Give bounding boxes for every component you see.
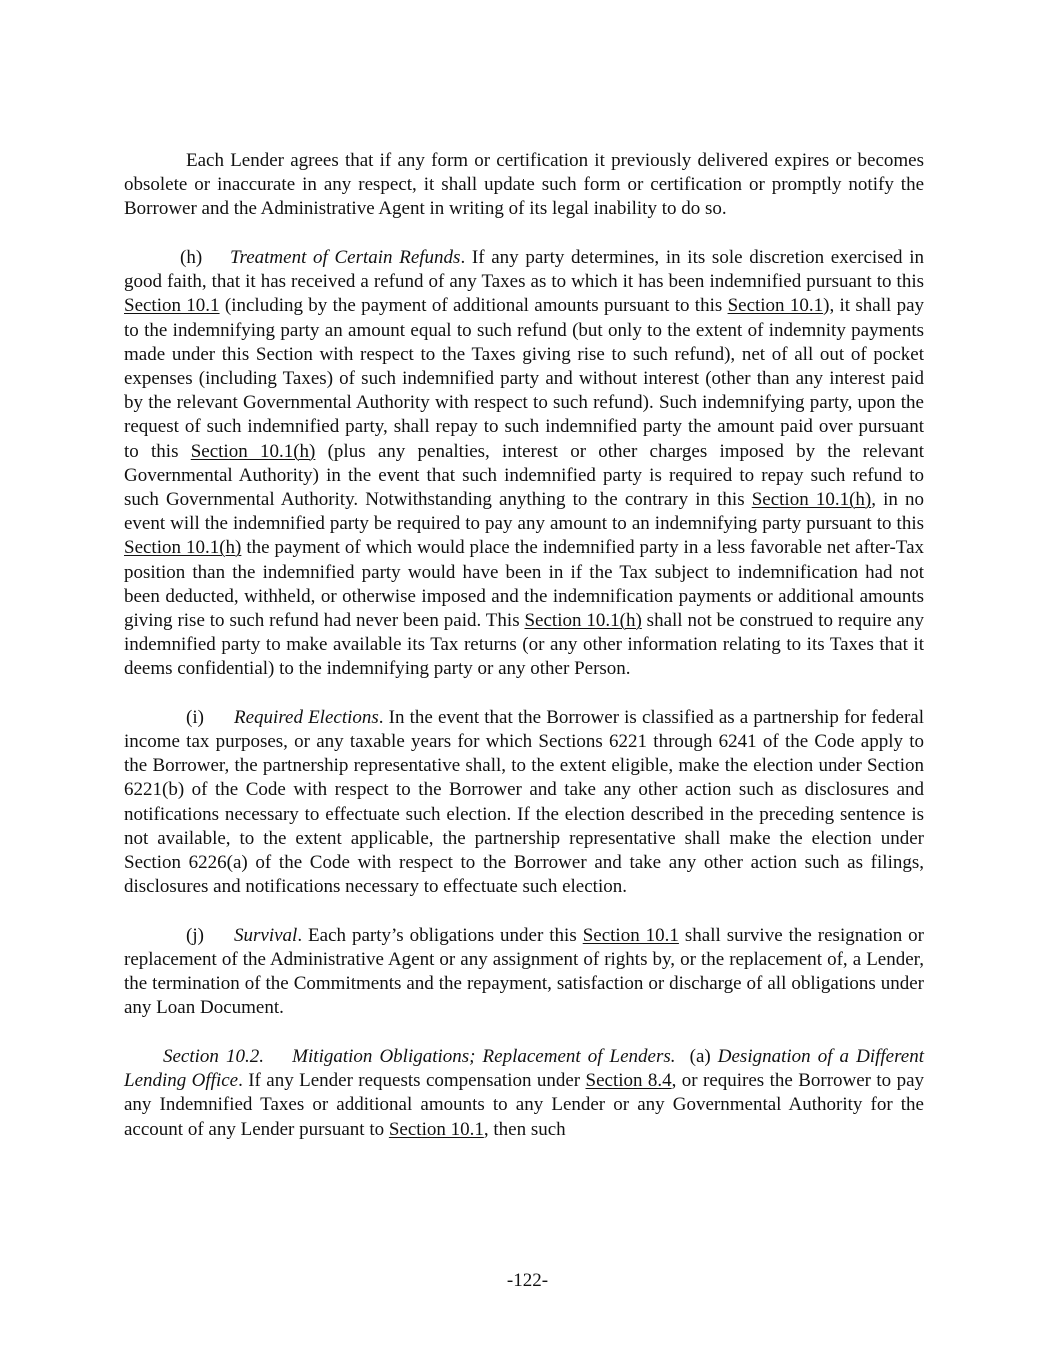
clause-text: , or requires the Borrower to pay any Indemnified Taxes or additional amounts to any Lender or any Governmental Authority for the account of any Lender pursuant to xyxy=(124,1070,924,1140)
section-reference: Section 10.1(h) xyxy=(524,609,642,631)
clause-text: . If any party determines, in its sole discretion exercised in good faith, that it has received a refund of any Taxes as to which it has been indemnified pursuant to this xyxy=(124,246,924,293)
section-reference: Section 10.1 xyxy=(727,295,824,317)
subclause-title: Designation of a Different Lending Office xyxy=(124,1045,924,1092)
paragraph-lender-agrees xyxy=(124,149,924,222)
clause-label: (j) xyxy=(186,924,204,946)
clause-title: Survival xyxy=(234,924,298,946)
paragraph-i-required-elections xyxy=(124,706,924,900)
section-reference: Section 10.1(h) xyxy=(124,537,242,559)
clause-label: (h) xyxy=(180,246,203,268)
section-reference: Section 10.1 xyxy=(582,924,679,946)
clause-title: Required Elections xyxy=(234,706,379,728)
clause-text: ), it shall pay to the indemnifying party an amount equal to such refund (but only to the extent of indemnity payments made under this Section with respect to the Taxes giving rise to such refund), net of all out of pocket expenses (including Taxes) of such indemnified party and without interest (other than any interest paid by the relevant Governmental Authority with respect to such refund). Such indemnifying party, upon the request of such indemnified party, shall repay to such indemnified party the amount paid over pursuant to this xyxy=(124,295,925,462)
section-reference: Section 10.1 xyxy=(388,1118,484,1140)
paragraph-h-treatment-of-refunds xyxy=(124,246,924,682)
clause-text: , then such xyxy=(483,1118,566,1140)
section-10-2-mitigation xyxy=(124,1045,924,1142)
clause-title: Treatment of Certain Refunds xyxy=(230,246,461,268)
section-reference: Section 8.4 xyxy=(585,1070,672,1092)
section-reference: Section 10.1 xyxy=(124,295,220,317)
clause-text: . In the event that the Borrower is classified as a partnership for federal income tax purposes, or any taxable years for which Sections 6221 through 6241 of the Code apply to the Borrower, the partnership representative shall, to the extent eligible, make the election under Section 6221(b) of the Code with respect to the Borrower and take any other action such as disclosures and notifications necessary to effectuate such election. If the election described in the preceding sentence is not available, to the extent applicable, the partnership representative shall make the election under Section 6226(a) of the Code with respect to the Borrower and take any other action such as filings, disclosures and notifications necessary to effectuate such election. xyxy=(124,706,924,898)
clause-text: . If any Lender requests compensation under xyxy=(238,1070,586,1092)
clause-text: , in no event will the indemnified party be required to pay any amount to an indemnifying party pursuant to this xyxy=(124,488,924,535)
clause-text: shall not be construed to require any indemnified party to make available its Tax returns (or any other information relating to its Taxes that it deems confidential) to the indemnifying party or any other Person. xyxy=(124,609,924,680)
clause-text: . Each party’s obligations under this xyxy=(297,924,583,946)
section-heading: Section 10.2. Mitigation Obligations; Replacement of Lenders. xyxy=(163,1045,676,1067)
subclause-label: (a) xyxy=(675,1045,718,1067)
paragraph-text: Each Lender agrees that if any form or certification it previously delivered expires or becomes obsolete or inaccurate in any respect, it shall update such form or certification or promptly notify the Borrower and the Administrative Agent in writing of its legal inability to do so. xyxy=(124,150,924,220)
section-reference: Section 10.1(h) xyxy=(751,488,872,510)
clause-text: shall survive the resignation or replacement of the Administrative Agent or any assignment of rights by, or the replacement of, a Lender, the termination of the Commitments and the repayment, satisfaction or discharge of all obligations under any Loan Document. xyxy=(124,924,924,1019)
clause-text: (plus any penalties, interest or other charges imposed by the relevant Governmental Authority) in the event that such indemnified party is required to repay such refund to such Governmental Authority. Notwithstanding anything to the contrary in this xyxy=(124,440,924,510)
section-reference: Section 10.1(h) xyxy=(190,440,316,462)
paragraph-j-survival xyxy=(124,924,924,1021)
clause-label: (i) xyxy=(186,706,204,728)
page-number: -122- xyxy=(506,1270,549,1291)
document-page xyxy=(124,149,924,1142)
clause-text: the payment of which would place the indemnified party in a less favorable net after-Tax position than the indemnified party would have been in if the Tax subject to indemnification had not been deducted, withheld, or otherwise imposed and the indemnification payments or additional amounts giving rise to such refund had never been paid. This xyxy=(124,537,924,631)
clause-text: (including by the payment of additional amounts pursuant to this xyxy=(219,295,728,317)
